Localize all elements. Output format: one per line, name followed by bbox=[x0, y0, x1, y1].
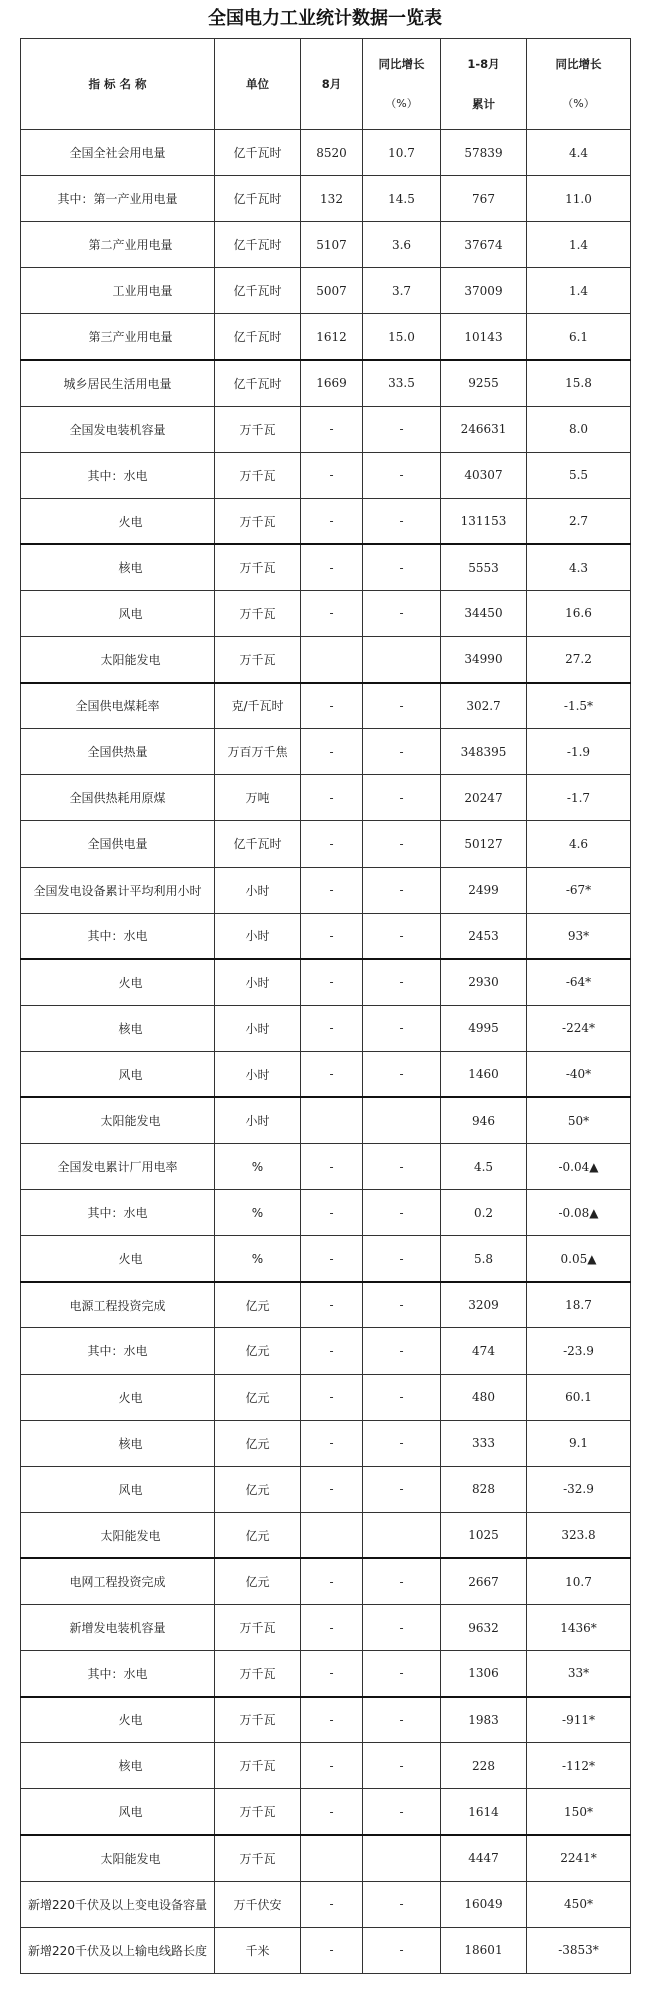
cell-unit: 万千瓦 bbox=[215, 406, 301, 452]
cell-unit: % bbox=[215, 1236, 301, 1282]
cell-indicator-name: 电源工程投资完成 bbox=[21, 1282, 215, 1328]
table-row bbox=[21, 1328, 631, 1374]
cell-cumulative-growth: 150* bbox=[527, 1789, 631, 1835]
cell-august-growth: - bbox=[363, 1789, 441, 1835]
header-indicator-name: 指 标 名 称 bbox=[21, 39, 215, 130]
cell-cumulative-growth: 9.1 bbox=[527, 1420, 631, 1466]
cell-cumulative-growth: -1.7 bbox=[527, 775, 631, 821]
cell-cumulative-value: 20247 bbox=[441, 775, 527, 821]
cell-cumulative-value: 0.2 bbox=[441, 1190, 527, 1236]
cell-unit: 亿元 bbox=[215, 1328, 301, 1374]
table-row bbox=[21, 1236, 631, 1282]
cell-cumulative-growth: 8.0 bbox=[527, 406, 631, 452]
cell-indicator-name: 工业用电量 bbox=[21, 268, 215, 314]
cell-august-value: - bbox=[301, 1466, 363, 1512]
cell-cumulative-value: 2930 bbox=[441, 959, 527, 1005]
cell-august-growth: - bbox=[363, 1051, 441, 1097]
cell-indicator-name: 第二产业用电量 bbox=[21, 222, 215, 268]
table-row bbox=[21, 1743, 631, 1789]
cell-unit: 万千瓦 bbox=[215, 637, 301, 683]
cell-cumulative-value: 1614 bbox=[441, 1789, 527, 1835]
cell-indicator-name: 全国发电设备累计平均利用小时 bbox=[21, 867, 215, 913]
table-row bbox=[21, 913, 631, 959]
cell-cumulative-growth: 33* bbox=[527, 1651, 631, 1697]
cell-august-growth: - bbox=[363, 1743, 441, 1789]
cell-indicator-name: 新增220千伏及以上变电设备容量 bbox=[21, 1881, 215, 1927]
cell-cumulative-growth: 16.6 bbox=[527, 590, 631, 636]
cell-cumulative-growth: -911* bbox=[527, 1697, 631, 1743]
cell-august-growth: - bbox=[363, 867, 441, 913]
cell-indicator-name: 核电 bbox=[21, 544, 215, 590]
cell-unit: 亿元 bbox=[215, 1558, 301, 1604]
cell-august-value: - bbox=[301, 1605, 363, 1651]
cell-cumulative-growth: -23.9 bbox=[527, 1328, 631, 1374]
header-row bbox=[21, 39, 631, 130]
table-row bbox=[21, 1374, 631, 1420]
cell-indicator-name: 核电 bbox=[21, 1420, 215, 1466]
table-row bbox=[21, 314, 631, 360]
cell-cumulative-value: 18601 bbox=[441, 1927, 527, 1973]
cell-august-value: - bbox=[301, 1005, 363, 1051]
cell-august-value: - bbox=[301, 1651, 363, 1697]
cell-indicator-name: 全国供热量 bbox=[21, 729, 215, 775]
cell-indicator-name: 新增220千伏及以上输电线路长度 bbox=[21, 1927, 215, 1973]
cell-cumulative-value: 16049 bbox=[441, 1881, 527, 1927]
table-row bbox=[21, 130, 631, 176]
cell-cumulative-growth: -112* bbox=[527, 1743, 631, 1789]
cell-august-value: - bbox=[301, 1881, 363, 1927]
table-row bbox=[21, 1144, 631, 1190]
table-row bbox=[21, 1558, 631, 1604]
cell-cumulative-value: 4447 bbox=[441, 1835, 527, 1881]
cell-cumulative-value: 37674 bbox=[441, 222, 527, 268]
cell-cumulative-growth: 0.05▲ bbox=[527, 1236, 631, 1282]
cell-august-value: - bbox=[301, 1697, 363, 1743]
cell-indicator-name: 其中：水电 bbox=[21, 452, 215, 498]
cell-indicator-name: 新增发电装机容量 bbox=[21, 1605, 215, 1651]
cell-august-growth bbox=[363, 1835, 441, 1881]
cell-august-growth: - bbox=[363, 775, 441, 821]
cell-cumulative-growth: -1.9 bbox=[527, 729, 631, 775]
cell-cumulative-growth: -0.04▲ bbox=[527, 1144, 631, 1190]
cell-indicator-name: 风电 bbox=[21, 590, 215, 636]
cell-indicator-name: 全国全社会用电量 bbox=[21, 130, 215, 176]
cell-cumulative-growth: -0.08▲ bbox=[527, 1190, 631, 1236]
cell-august-value: - bbox=[301, 452, 363, 498]
cell-indicator-name: 太阳能发电 bbox=[21, 1097, 215, 1143]
cell-cumulative-growth: -40* bbox=[527, 1051, 631, 1097]
cell-august-value: 132 bbox=[301, 176, 363, 222]
cell-indicator-name: 其中：第一产业用电量 bbox=[21, 176, 215, 222]
cell-cumulative-growth: -64* bbox=[527, 959, 631, 1005]
cell-august-value: 8520 bbox=[301, 130, 363, 176]
cell-august-growth: - bbox=[363, 683, 441, 729]
cell-august-growth: - bbox=[363, 1005, 441, 1051]
header-cumulative: 1-8月 累计 bbox=[441, 39, 527, 130]
cell-unit: 小时 bbox=[215, 913, 301, 959]
cell-indicator-name: 火电 bbox=[21, 1236, 215, 1282]
cell-august-growth: - bbox=[363, 498, 441, 544]
cell-cumulative-growth: 1.4 bbox=[527, 268, 631, 314]
cell-cumulative-value: 2667 bbox=[441, 1558, 527, 1604]
cell-cumulative-growth: 1.4 bbox=[527, 222, 631, 268]
cell-cumulative-value: 131153 bbox=[441, 498, 527, 544]
cell-august-growth: 15.0 bbox=[363, 314, 441, 360]
cell-unit: 亿元 bbox=[215, 1466, 301, 1512]
cell-august-value bbox=[301, 637, 363, 683]
cell-unit: 亿千瓦时 bbox=[215, 821, 301, 867]
cell-indicator-name: 太阳能发电 bbox=[21, 1835, 215, 1881]
cell-unit: 万千瓦 bbox=[215, 1743, 301, 1789]
cell-unit: 万千瓦 bbox=[215, 1697, 301, 1743]
cell-august-value: - bbox=[301, 498, 363, 544]
table-row bbox=[21, 1697, 631, 1743]
cell-unit: 小时 bbox=[215, 1005, 301, 1051]
cell-august-value: - bbox=[301, 867, 363, 913]
cell-cumulative-value: 767 bbox=[441, 176, 527, 222]
cell-cumulative-growth: 15.8 bbox=[527, 360, 631, 406]
table-row bbox=[21, 1512, 631, 1558]
cell-august-value: - bbox=[301, 1927, 363, 1973]
cell-indicator-name: 其中：水电 bbox=[21, 913, 215, 959]
cell-august-value: - bbox=[301, 959, 363, 1005]
cell-cumulative-value: 1306 bbox=[441, 1651, 527, 1697]
cell-august-value: 1612 bbox=[301, 314, 363, 360]
cell-unit: 亿千瓦时 bbox=[215, 360, 301, 406]
table-row bbox=[21, 1190, 631, 1236]
cell-cumulative-growth: 6.1 bbox=[527, 314, 631, 360]
table-row bbox=[21, 867, 631, 913]
header-cumulative-growth: 同比增长 （%） bbox=[527, 39, 631, 130]
table-row bbox=[21, 1605, 631, 1651]
cell-august-value: - bbox=[301, 729, 363, 775]
document-title: 全国电力工业统计数据一览表 bbox=[208, 8, 442, 29]
cell-august-value: - bbox=[301, 1190, 363, 1236]
cell-cumulative-value: 10143 bbox=[441, 314, 527, 360]
cell-indicator-name: 全国发电累计厂用电率 bbox=[21, 1144, 215, 1190]
table-row bbox=[21, 452, 631, 498]
cell-cumulative-growth: 4.3 bbox=[527, 544, 631, 590]
table-row bbox=[21, 1927, 631, 1973]
cell-unit: 亿千瓦时 bbox=[215, 314, 301, 360]
header-unit: 单位 bbox=[215, 39, 301, 130]
cell-august-growth: - bbox=[363, 1466, 441, 1512]
cell-cumulative-growth: 450* bbox=[527, 1881, 631, 1927]
cell-cumulative-growth: 10.7 bbox=[527, 1558, 631, 1604]
cell-indicator-name: 城乡居民生活用电量 bbox=[21, 360, 215, 406]
cell-unit: 小时 bbox=[215, 959, 301, 1005]
cell-cumulative-value: 3209 bbox=[441, 1282, 527, 1328]
cell-august-growth: 14.5 bbox=[363, 176, 441, 222]
cell-unit: 克/千瓦时 bbox=[215, 683, 301, 729]
cell-cumulative-growth: 27.2 bbox=[527, 637, 631, 683]
cell-august-growth bbox=[363, 1097, 441, 1143]
cell-august-value: - bbox=[301, 775, 363, 821]
table-row bbox=[21, 268, 631, 314]
cell-unit: 亿元 bbox=[215, 1420, 301, 1466]
cell-cumulative-growth: 5.5 bbox=[527, 452, 631, 498]
cell-unit: 亿元 bbox=[215, 1282, 301, 1328]
cell-indicator-name: 全国发电装机容量 bbox=[21, 406, 215, 452]
cell-indicator-name: 其中：水电 bbox=[21, 1651, 215, 1697]
cell-cumulative-growth: 323.8 bbox=[527, 1512, 631, 1558]
cell-august-growth: 3.7 bbox=[363, 268, 441, 314]
cell-august-growth: - bbox=[363, 1651, 441, 1697]
cell-cumulative-value: 50127 bbox=[441, 821, 527, 867]
cell-cumulative-growth: -32.9 bbox=[527, 1466, 631, 1512]
table-row bbox=[21, 1466, 631, 1512]
table-row bbox=[21, 222, 631, 268]
table-header bbox=[21, 39, 631, 130]
cell-cumulative-value: 37009 bbox=[441, 268, 527, 314]
cell-cumulative-value: 348395 bbox=[441, 729, 527, 775]
cell-cumulative-value: 40307 bbox=[441, 452, 527, 498]
cell-august-growth: - bbox=[363, 544, 441, 590]
table-row bbox=[21, 637, 631, 683]
cell-cumulative-growth: 11.0 bbox=[527, 176, 631, 222]
cell-august-value: 5107 bbox=[301, 222, 363, 268]
table-row bbox=[21, 1789, 631, 1835]
cell-unit: 万千瓦 bbox=[215, 1605, 301, 1651]
cell-august-value bbox=[301, 1835, 363, 1881]
table-row bbox=[21, 1651, 631, 1697]
cell-unit: 万吨 bbox=[215, 775, 301, 821]
cell-cumulative-growth: 2241* bbox=[527, 1835, 631, 1881]
cell-indicator-name: 其中：水电 bbox=[21, 1190, 215, 1236]
cell-indicator-name: 全国供电量 bbox=[21, 821, 215, 867]
cell-august-growth: - bbox=[363, 1558, 441, 1604]
cell-cumulative-value: 2499 bbox=[441, 867, 527, 913]
cell-unit: 亿千瓦时 bbox=[215, 268, 301, 314]
cell-august-value: - bbox=[301, 683, 363, 729]
cell-august-growth: - bbox=[363, 729, 441, 775]
cell-august-value: - bbox=[301, 1789, 363, 1835]
cell-indicator-name: 风电 bbox=[21, 1051, 215, 1097]
cell-cumulative-value: 228 bbox=[441, 1743, 527, 1789]
cell-cumulative-value: 34990 bbox=[441, 637, 527, 683]
cell-august-growth: - bbox=[363, 1374, 441, 1420]
cell-cumulative-growth: -1.5* bbox=[527, 683, 631, 729]
cell-august-value bbox=[301, 1097, 363, 1143]
cell-august-value: - bbox=[301, 544, 363, 590]
cell-august-growth: - bbox=[363, 913, 441, 959]
cell-august-growth: - bbox=[363, 1236, 441, 1282]
cell-august-growth: - bbox=[363, 452, 441, 498]
cell-cumulative-value: 34450 bbox=[441, 590, 527, 636]
cell-unit: 亿元 bbox=[215, 1374, 301, 1420]
cell-august-value: - bbox=[301, 1558, 363, 1604]
cell-cumulative-value: 9255 bbox=[441, 360, 527, 406]
cell-unit: 小时 bbox=[215, 1097, 301, 1143]
cell-cumulative-growth: 50* bbox=[527, 1097, 631, 1143]
cell-unit: 小时 bbox=[215, 867, 301, 913]
statistics-table bbox=[20, 38, 631, 1974]
table-row bbox=[21, 729, 631, 775]
cell-indicator-name: 太阳能发电 bbox=[21, 637, 215, 683]
table-row bbox=[21, 821, 631, 867]
cell-cumulative-growth: 60.1 bbox=[527, 1374, 631, 1420]
cell-unit: 万百万千焦 bbox=[215, 729, 301, 775]
cell-cumulative-value: 333 bbox=[441, 1420, 527, 1466]
cell-august-growth: - bbox=[363, 1144, 441, 1190]
cell-august-value: - bbox=[301, 406, 363, 452]
cell-august-growth: - bbox=[363, 1927, 441, 1973]
cell-august-growth: - bbox=[363, 1190, 441, 1236]
cell-august-value: - bbox=[301, 821, 363, 867]
table-row bbox=[21, 1835, 631, 1881]
cell-cumulative-value: 246631 bbox=[441, 406, 527, 452]
table-row bbox=[21, 1051, 631, 1097]
cell-august-value bbox=[301, 1512, 363, 1558]
cell-august-growth bbox=[363, 1512, 441, 1558]
cell-unit: % bbox=[215, 1144, 301, 1190]
table-body bbox=[21, 130, 631, 1974]
cell-indicator-name: 风电 bbox=[21, 1466, 215, 1512]
cell-indicator-name: 太阳能发电 bbox=[21, 1512, 215, 1558]
table-row bbox=[21, 1282, 631, 1328]
cell-august-growth: 10.7 bbox=[363, 130, 441, 176]
cell-august-value: - bbox=[301, 1374, 363, 1420]
cell-indicator-name: 第三产业用电量 bbox=[21, 314, 215, 360]
cell-august-growth: - bbox=[363, 1881, 441, 1927]
cell-indicator-name: 核电 bbox=[21, 1743, 215, 1789]
cell-cumulative-growth: -3853* bbox=[527, 1927, 631, 1973]
cell-august-value: - bbox=[301, 1051, 363, 1097]
cell-indicator-name: 火电 bbox=[21, 959, 215, 1005]
cell-unit: 万千瓦 bbox=[215, 1835, 301, 1881]
cell-unit: 千米 bbox=[215, 1927, 301, 1973]
table-row bbox=[21, 1097, 631, 1143]
cell-august-value: - bbox=[301, 1144, 363, 1190]
cell-cumulative-growth: 93* bbox=[527, 913, 631, 959]
cell-cumulative-value: 57839 bbox=[441, 130, 527, 176]
cell-cumulative-value: 4995 bbox=[441, 1005, 527, 1051]
cell-cumulative-value: 1460 bbox=[441, 1051, 527, 1097]
cell-unit: 万千伏安 bbox=[215, 1881, 301, 1927]
cell-august-growth: - bbox=[363, 590, 441, 636]
cell-august-growth: 33.5 bbox=[363, 360, 441, 406]
cell-cumulative-value: 2453 bbox=[441, 913, 527, 959]
cell-unit: 万千瓦 bbox=[215, 1789, 301, 1835]
cell-august-value: - bbox=[301, 913, 363, 959]
table-row bbox=[21, 406, 631, 452]
cell-cumulative-growth: 4.6 bbox=[527, 821, 631, 867]
cell-august-growth: - bbox=[363, 1420, 441, 1466]
cell-indicator-name: 火电 bbox=[21, 498, 215, 544]
cell-cumulative-growth: -67* bbox=[527, 867, 631, 913]
cell-august-value: - bbox=[301, 590, 363, 636]
cell-unit: 亿千瓦时 bbox=[215, 176, 301, 222]
cell-cumulative-growth: -224* bbox=[527, 1005, 631, 1051]
table-row bbox=[21, 544, 631, 590]
cell-indicator-name: 电网工程投资完成 bbox=[21, 1558, 215, 1604]
cell-august-value: - bbox=[301, 1236, 363, 1282]
cell-cumulative-value: 480 bbox=[441, 1374, 527, 1420]
cell-august-value: 5007 bbox=[301, 268, 363, 314]
cell-indicator-name: 火电 bbox=[21, 1374, 215, 1420]
table-row bbox=[21, 1420, 631, 1466]
cell-august-growth bbox=[363, 637, 441, 683]
cell-cumulative-value: 9632 bbox=[441, 1605, 527, 1651]
cell-unit: 亿千瓦时 bbox=[215, 222, 301, 268]
cell-cumulative-growth: 2.7 bbox=[527, 498, 631, 544]
cell-indicator-name: 全国供电煤耗率 bbox=[21, 683, 215, 729]
table-row bbox=[21, 1881, 631, 1927]
cell-august-value: - bbox=[301, 1282, 363, 1328]
cell-cumulative-value: 946 bbox=[441, 1097, 527, 1143]
cell-unit: 亿千瓦时 bbox=[215, 130, 301, 176]
cell-august-growth: 3.6 bbox=[363, 222, 441, 268]
cell-cumulative-value: 4.5 bbox=[441, 1144, 527, 1190]
cell-august-value: - bbox=[301, 1420, 363, 1466]
cell-cumulative-value: 1983 bbox=[441, 1697, 527, 1743]
table-row bbox=[21, 959, 631, 1005]
cell-unit: 小时 bbox=[215, 1051, 301, 1097]
cell-unit: 万千瓦 bbox=[215, 498, 301, 544]
cell-cumulative-value: 474 bbox=[441, 1328, 527, 1374]
cell-august-value: 1669 bbox=[301, 360, 363, 406]
cell-august-growth: - bbox=[363, 1605, 441, 1651]
table-row bbox=[21, 360, 631, 406]
header-august: 8月 bbox=[301, 39, 363, 130]
cell-august-growth: - bbox=[363, 1697, 441, 1743]
cell-cumulative-value: 302.7 bbox=[441, 683, 527, 729]
cell-unit: 亿元 bbox=[215, 1512, 301, 1558]
cell-august-value: - bbox=[301, 1743, 363, 1789]
cell-cumulative-growth: 18.7 bbox=[527, 1282, 631, 1328]
cell-unit: 万千瓦 bbox=[215, 1651, 301, 1697]
table-row bbox=[21, 683, 631, 729]
cell-indicator-name: 风电 bbox=[21, 1789, 215, 1835]
cell-august-growth: - bbox=[363, 959, 441, 1005]
cell-august-growth: - bbox=[363, 821, 441, 867]
header-august-growth: 同比增长 （%） bbox=[363, 39, 441, 130]
cell-unit: 万千瓦 bbox=[215, 452, 301, 498]
cell-august-growth: - bbox=[363, 406, 441, 452]
table-row bbox=[21, 1005, 631, 1051]
cell-unit: 万千瓦 bbox=[215, 544, 301, 590]
cell-cumulative-growth: 1436* bbox=[527, 1605, 631, 1651]
cell-indicator-name: 全国供热耗用原煤 bbox=[21, 775, 215, 821]
cell-indicator-name: 核电 bbox=[21, 1005, 215, 1051]
cell-cumulative-value: 1025 bbox=[441, 1512, 527, 1558]
cell-indicator-name: 火电 bbox=[21, 1697, 215, 1743]
cell-august-growth: - bbox=[363, 1328, 441, 1374]
cell-august-value: - bbox=[301, 1328, 363, 1374]
cell-unit: 万千瓦 bbox=[215, 590, 301, 636]
cell-cumulative-value: 828 bbox=[441, 1466, 527, 1512]
table-row bbox=[21, 590, 631, 636]
cell-unit: % bbox=[215, 1190, 301, 1236]
table-row bbox=[21, 176, 631, 222]
cell-august-growth: - bbox=[363, 1282, 441, 1328]
cell-cumulative-value: 5.8 bbox=[441, 1236, 527, 1282]
table-row bbox=[21, 775, 631, 821]
cell-indicator-name: 其中：水电 bbox=[21, 1328, 215, 1374]
cell-cumulative-growth: 4.4 bbox=[527, 130, 631, 176]
table-row bbox=[21, 498, 631, 544]
cell-cumulative-value: 5553 bbox=[441, 544, 527, 590]
